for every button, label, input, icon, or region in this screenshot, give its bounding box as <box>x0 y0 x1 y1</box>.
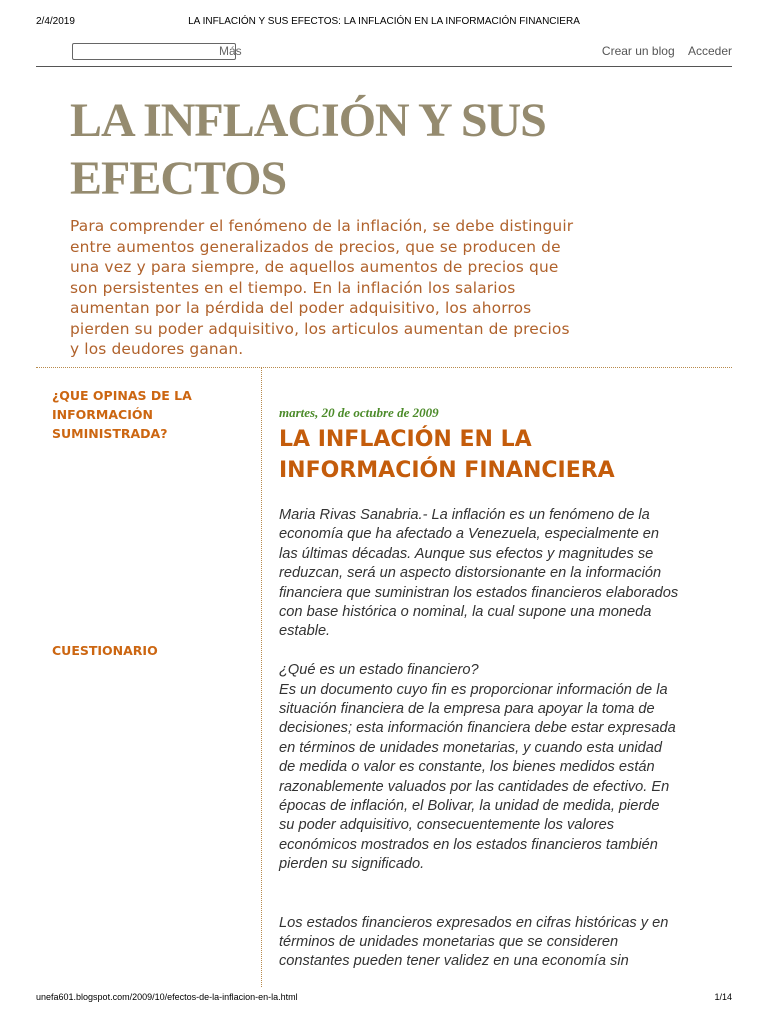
post-date: martes, 20 de octubre de 2009 <box>279 405 439 420</box>
description-line: entre aumentos generalizados de precios, que se producen de <box>70 237 561 256</box>
sidebar-heading-opinion[interactable] <box>52 386 242 443</box>
body-line: reduzcan, será un aspecto distorsionante en la información <box>279 565 662 582</box>
search-input[interactable] <box>72 43 236 60</box>
print-header <box>36 16 732 30</box>
body-line: con base histórica o nominal, la cual supone una moneda <box>279 604 652 621</box>
description-line: Para comprender el fenómeno de la inflación, se debe distinguir <box>70 217 574 235</box>
body-line: Los estados financieros expresados en cifras históricas y en <box>279 914 669 931</box>
blog-description <box>70 216 670 360</box>
blogger-navbar <box>36 40 732 67</box>
post-title-line: LA INFLACIÓN EN LA <box>279 427 532 452</box>
body-line: situación financiera de la empresa para apoyar la toma de <box>279 701 655 718</box>
page-number: 1/14 <box>714 992 732 1002</box>
paragraph-gap <box>279 875 725 914</box>
body-line: constantes pueden tener validez en una economía sin <box>279 953 629 970</box>
sidebar-heading-questionnaire[interactable]: CUESTIONARIO <box>52 643 158 658</box>
print-url: unefa601.blogspot.com/2009/10/efectos-de-la-inflacion-en-la.html <box>36 992 298 1002</box>
print-date: 2/4/2019 <box>36 16 75 27</box>
body-line: estable. <box>279 623 331 640</box>
paragraph-gap <box>279 642 725 661</box>
blog-title[interactable] <box>70 92 710 208</box>
body-line: razonablemente valuados por las cantidades de efectivo. En <box>279 778 670 795</box>
content-divider <box>36 367 732 368</box>
body-line: las últimas décadas. Aunque sus efectos y magnitudes se <box>279 545 654 562</box>
print-footer <box>36 992 732 1006</box>
post-title[interactable] <box>279 424 719 486</box>
blog-title-line: EFECTOS <box>70 152 287 205</box>
body-line: en términos de unidades monetarias, y cuando esta unidad <box>279 739 662 756</box>
body-line: términos de unidades monetarias que se consideren <box>279 933 619 950</box>
description-line: y los deudores ganan. <box>70 340 244 358</box>
sidebar-heading-line: INFORMACIÓN <box>52 407 153 422</box>
body-line: su poder adquisitivo, consecuentemente los valores <box>279 817 615 834</box>
more-link[interactable]: Más <box>219 44 242 58</box>
body-line: Maria Rivas Sanabria.- La inflación es un fenómeno de la <box>279 507 650 523</box>
navbar-actions <box>592 44 732 58</box>
sidebar-divider <box>261 367 262 987</box>
body-line: decisiones; esta información financiera debe estar expresada <box>279 720 676 737</box>
body-line: épocas de inflación, el Bolivar, la unidad de medida, pierde <box>279 798 660 815</box>
blog-title-line: LA INFLACIÓN Y SUS <box>70 94 546 147</box>
body-line: ¿Qué es un estado financiero? <box>279 662 479 679</box>
post-title-line: INFORMACIÓN FINANCIERA <box>279 458 615 483</box>
description-line: son persistentes en el tiempo. En la inflación los salarios <box>70 278 516 297</box>
description-line: una vez y para siempre, de aquellos aumentos de precios que <box>70 258 559 276</box>
description-line: aumentan por la pérdida del poder adquisitivo, los ahorros <box>70 299 532 317</box>
sidebar-heading-line: SUMINISTRADA? <box>52 426 168 441</box>
body-line: económicos mostrados en los estados financieros también <box>279 836 658 853</box>
post-body <box>279 506 725 972</box>
body-line: economía que ha afectado a Venezuela, especialmente en <box>279 526 659 543</box>
sidebar-heading-line: ¿QUE OPINAS DE LA <box>52 388 192 403</box>
body-line: de medida o valor es constante, los bienes medidos están <box>279 759 655 776</box>
sign-in-link[interactable]: Acceder <box>687 44 732 58</box>
body-line: Es un documento cuyo fin es proporcionar información de la <box>279 681 668 698</box>
create-blog-link[interactable]: Crear un blog <box>601 44 675 58</box>
body-line: financiera que suministran los estados financieros elaborados <box>279 584 679 601</box>
body-line: pierden su significado. <box>279 856 425 873</box>
print-document-title: LA INFLACIÓN Y SUS EFECTOS: LA INFLACIÓN EN LA INFORMACIÓN FINANCIERA <box>188 16 580 27</box>
description-line: pierden su poder adquisitivo, los articulos aumentan de precios <box>70 319 570 338</box>
